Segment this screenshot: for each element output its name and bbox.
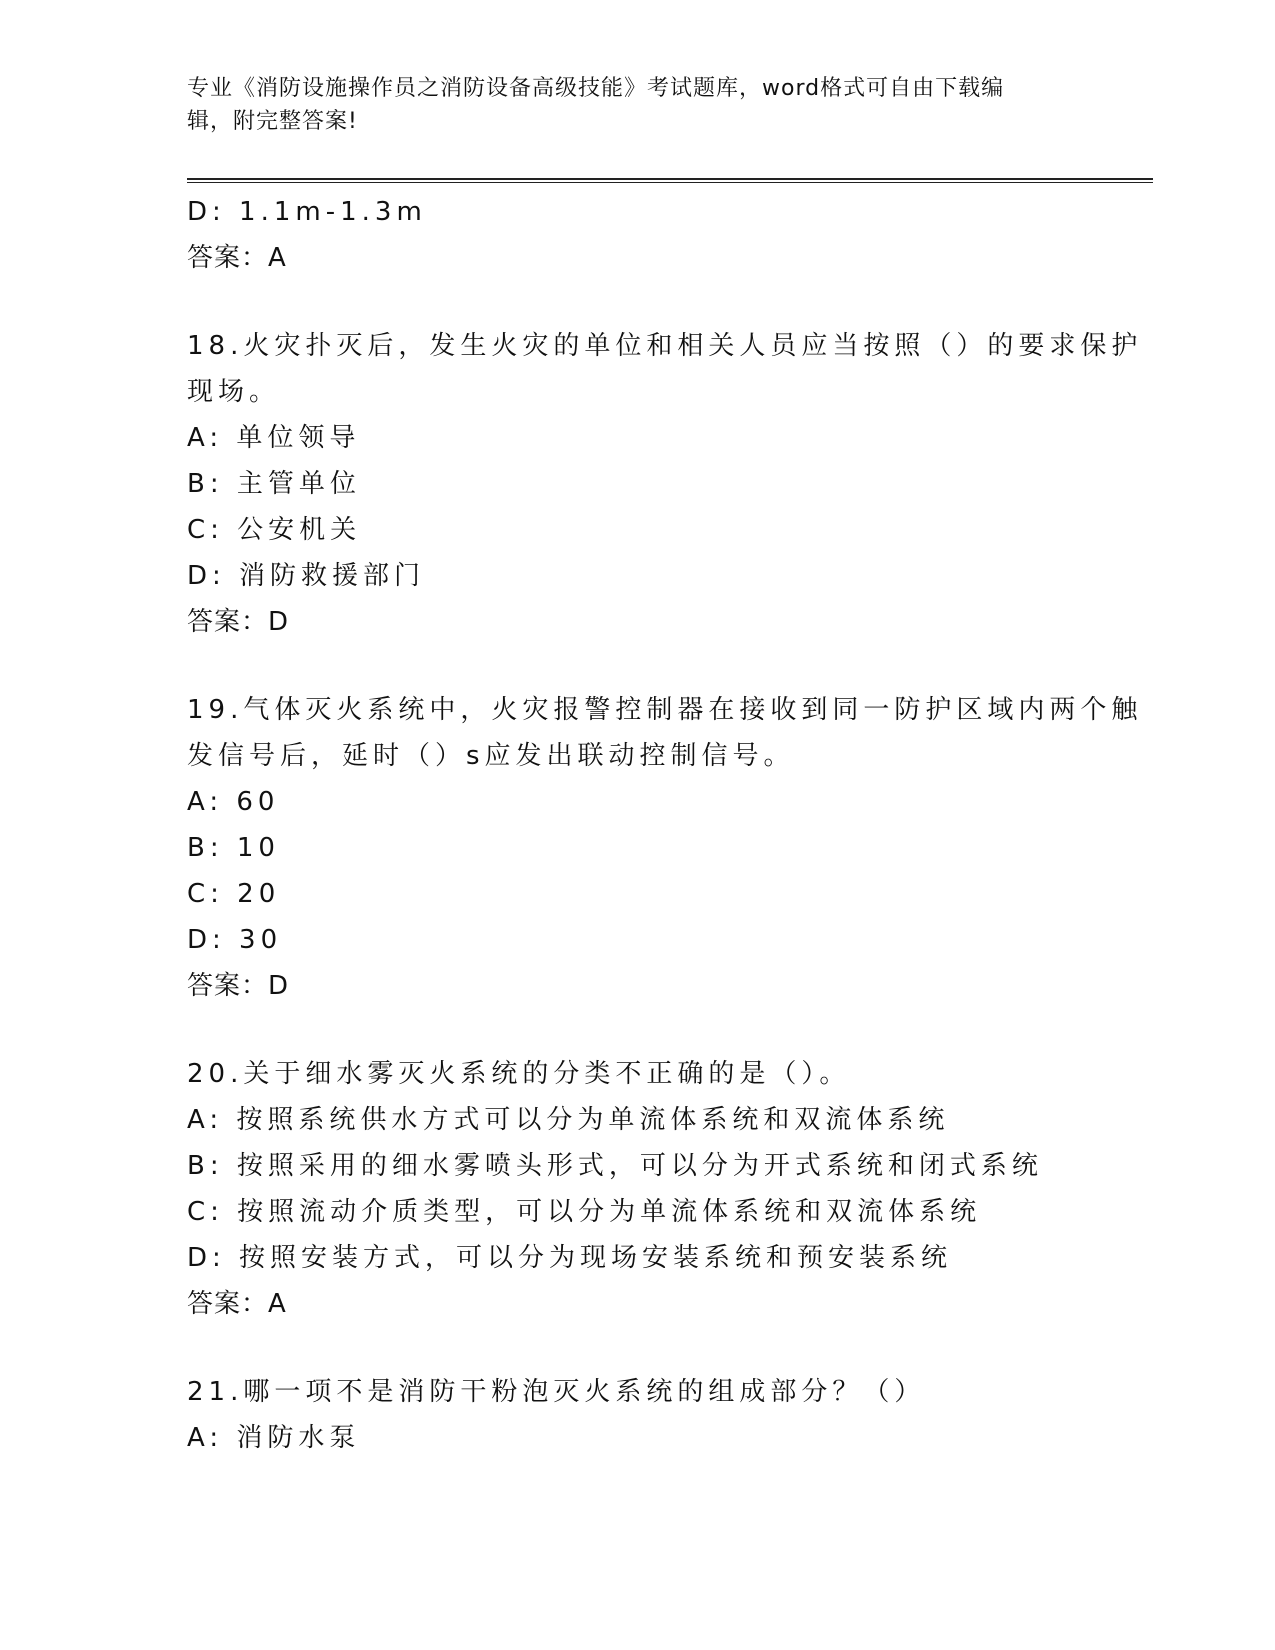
option-b: B: 主管单位 (187, 469, 361, 499)
header-line-1: 专业《消防设施操作员之消防设备高级技能》考试题库，word格式可自由下载编 (187, 76, 1005, 101)
header-line-2: 辑，附完整答案! (187, 109, 358, 134)
question-list (187, 189, 1143, 1461)
question-text-line: 现场。 (187, 377, 281, 407)
answer-line: 答案：D (187, 971, 290, 1001)
question-text-line: 18.火灾扑灭后，发生火灾的单位和相关人员应当按照（）的要求保护 (187, 331, 1143, 361)
answer-line: 答案：A (187, 1289, 287, 1319)
spacer (187, 645, 1087, 687)
header-divider (187, 178, 1153, 183)
option-d: D: 30 (187, 925, 283, 955)
option-d: D: 1.1m-1.3m (187, 197, 427, 227)
question-18 (187, 323, 1143, 645)
question-text-line: 21.哪一项不是消防干粉泡灭火系统的组成部分？（） (187, 1377, 926, 1407)
option-a: A: 消防水泵 (187, 1423, 361, 1453)
question-text-line: 发信号后，延时（）s应发出联动控制信号。 (187, 741, 795, 771)
question-21 (187, 1369, 1087, 1461)
document-header (187, 72, 1067, 138)
spacer (187, 1009, 1087, 1051)
answer-line: 答案：A (187, 243, 287, 273)
question-19 (187, 687, 1143, 1009)
option-b: B: 10 (187, 833, 280, 863)
question-text-line: 20.关于细水雾灭火系统的分类不正确的是（）。 (187, 1059, 851, 1089)
option-a: A: 60 (187, 787, 280, 817)
option-c: C: 公安机关 (187, 515, 362, 545)
option-b: B: 按照采用的细水雾喷头形式，可以分为开式系统和闭式系统 (187, 1151, 1043, 1181)
option-c: C: 按照流动介质类型，可以分为单流体系统和双流体系统 (187, 1197, 982, 1227)
option-c: C: 20 (187, 879, 281, 909)
question-text-line: 19.气体灭火系统中，火灾报警控制器在接收到同一防护区域内两个触 (187, 695, 1143, 725)
option-a: A: 单位领导 (187, 423, 361, 453)
spacer (187, 1327, 1087, 1369)
question-20 (187, 1051, 1087, 1327)
option-d: D: 按照安装方式，可以分为现场安装系统和预安装系统 (187, 1243, 953, 1273)
option-a: A: 按照系统供水方式可以分为单流体系统和双流体系统 (187, 1105, 950, 1135)
previous-question-tail (187, 189, 1087, 281)
option-d: D: 消防救援部门 (187, 561, 426, 591)
answer-line: 答案：D (187, 607, 290, 637)
spacer (187, 281, 1087, 323)
